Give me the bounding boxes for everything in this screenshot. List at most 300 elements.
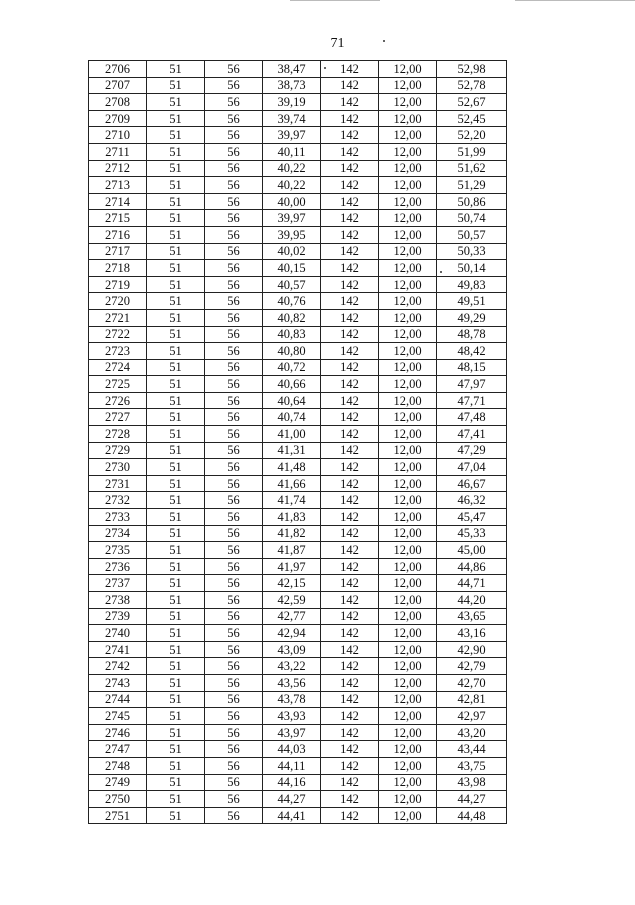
col7-cell: 45,33	[437, 525, 507, 542]
col6-cell: 12,00	[379, 708, 437, 725]
table-row	[89, 426, 507, 443]
col7-cell: 42,79	[437, 658, 507, 675]
col3-cell: 56	[205, 226, 263, 243]
col2-cell: 51	[147, 542, 205, 559]
col5-cell: 142	[321, 575, 379, 592]
id-cell: 2738	[89, 592, 147, 609]
col3-cell: 56	[205, 475, 263, 492]
id-cell: 2729	[89, 442, 147, 459]
col5-cell: 142	[321, 177, 379, 194]
col4-cell: 41,82	[263, 525, 321, 542]
col5-cell: 142	[321, 61, 379, 78]
col4-cell: 40,11	[263, 143, 321, 160]
col3-cell: 56	[205, 542, 263, 559]
col7-cell: 52,20	[437, 127, 507, 144]
col4-cell: 43,78	[263, 691, 321, 708]
table-row	[89, 260, 507, 277]
id-cell: 2728	[89, 426, 147, 443]
id-cell: 2721	[89, 309, 147, 326]
col2-cell: 51	[147, 558, 205, 575]
col6-cell: 12,00	[379, 558, 437, 575]
col5-cell: 142	[321, 376, 379, 393]
table-row	[89, 691, 507, 708]
col7-cell: 47,04	[437, 459, 507, 476]
col6-cell: 12,00	[379, 260, 437, 277]
col2-cell: 51	[147, 475, 205, 492]
table-row	[89, 309, 507, 326]
col6-cell: 12,00	[379, 525, 437, 542]
col2-cell: 51	[147, 575, 205, 592]
col7-cell: 44,86	[437, 558, 507, 575]
scan-top-edge-right	[515, 0, 635, 1]
col7-cell: 50,14	[437, 260, 507, 277]
col7-cell: 51,29	[437, 177, 507, 194]
col4-cell: 42,94	[263, 625, 321, 642]
col7-cell: 50,57	[437, 226, 507, 243]
col2-cell: 51	[147, 309, 205, 326]
col2-cell: 51	[147, 94, 205, 111]
col5-cell: 142	[321, 475, 379, 492]
id-cell: 2736	[89, 558, 147, 575]
col5-cell: 142	[321, 641, 379, 658]
col4-cell: 39,97	[263, 127, 321, 144]
table-row	[89, 592, 507, 609]
id-cell: 2716	[89, 226, 147, 243]
col5-cell: 142	[321, 708, 379, 725]
id-cell: 2737	[89, 575, 147, 592]
col5-cell: 142	[321, 509, 379, 526]
col7-cell: 51,62	[437, 160, 507, 177]
col2-cell: 51	[147, 492, 205, 509]
id-cell: 2749	[89, 774, 147, 791]
col6-cell: 12,00	[379, 143, 437, 160]
table-row	[89, 791, 507, 808]
col4-cell: 40,64	[263, 392, 321, 409]
col5-cell: 142	[321, 674, 379, 691]
col2-cell: 51	[147, 359, 205, 376]
col6-cell: 12,00	[379, 757, 437, 774]
col2-cell: 51	[147, 741, 205, 758]
col2-cell: 51	[147, 641, 205, 658]
col7-cell: 45,00	[437, 542, 507, 559]
col7-cell: 52,78	[437, 77, 507, 94]
col6-cell: 12,00	[379, 724, 437, 741]
col4-cell: 40,66	[263, 376, 321, 393]
col4-cell: 43,09	[263, 641, 321, 658]
table-row	[89, 459, 507, 476]
col6-cell: 12,00	[379, 509, 437, 526]
col6-cell: 12,00	[379, 243, 437, 260]
col4-cell: 40,72	[263, 359, 321, 376]
col6-cell: 12,00	[379, 641, 437, 658]
col6-cell: 12,00	[379, 160, 437, 177]
col4-cell: 44,11	[263, 757, 321, 774]
col7-cell: 42,97	[437, 708, 507, 725]
col5-cell: 142	[321, 724, 379, 741]
col5-cell: 142	[321, 309, 379, 326]
id-cell: 2745	[89, 708, 147, 725]
id-cell: 2735	[89, 542, 147, 559]
id-cell: 2731	[89, 475, 147, 492]
table-row	[89, 127, 507, 144]
col5-cell: 142	[321, 260, 379, 277]
table-row	[89, 276, 507, 293]
col5-cell: 142	[321, 243, 379, 260]
col3-cell: 56	[205, 143, 263, 160]
col5-cell: 142	[321, 807, 379, 824]
scan-speck	[383, 40, 385, 42]
col3-cell: 56	[205, 309, 263, 326]
col2-cell: 51	[147, 243, 205, 260]
table-row	[89, 542, 507, 559]
table-row	[89, 724, 507, 741]
id-cell: 2713	[89, 177, 147, 194]
col4-cell: 43,56	[263, 674, 321, 691]
table-row	[89, 409, 507, 426]
table-row	[89, 525, 507, 542]
data-table	[88, 60, 507, 824]
col7-cell: 50,33	[437, 243, 507, 260]
col7-cell: 49,29	[437, 309, 507, 326]
col3-cell: 56	[205, 658, 263, 675]
col2-cell: 51	[147, 459, 205, 476]
col3-cell: 56	[205, 293, 263, 310]
id-cell: 2739	[89, 608, 147, 625]
col4-cell: 41,66	[263, 475, 321, 492]
col5-cell: 142	[321, 210, 379, 227]
col6-cell: 12,00	[379, 459, 437, 476]
col7-cell: 45,47	[437, 509, 507, 526]
col3-cell: 56	[205, 641, 263, 658]
col6-cell: 12,00	[379, 226, 437, 243]
id-cell: 2719	[89, 276, 147, 293]
col6-cell: 12,00	[379, 774, 437, 791]
col4-cell: 41,74	[263, 492, 321, 509]
col4-cell: 43,22	[263, 658, 321, 675]
col4-cell: 44,03	[263, 741, 321, 758]
col7-cell: 46,32	[437, 492, 507, 509]
col2-cell: 51	[147, 210, 205, 227]
col4-cell: 39,97	[263, 210, 321, 227]
col3-cell: 56	[205, 525, 263, 542]
col5-cell: 142	[321, 426, 379, 443]
col3-cell: 56	[205, 61, 263, 78]
col2-cell: 51	[147, 77, 205, 94]
table-row	[89, 210, 507, 227]
col2-cell: 51	[147, 226, 205, 243]
col3-cell: 56	[205, 459, 263, 476]
col3-cell: 56	[205, 359, 263, 376]
col6-cell: 12,00	[379, 741, 437, 758]
col6-cell: 12,00	[379, 293, 437, 310]
table-row	[89, 807, 507, 824]
col7-cell: 48,15	[437, 359, 507, 376]
col5-cell: 142	[321, 127, 379, 144]
id-cell: 2714	[89, 193, 147, 210]
col6-cell: 12,00	[379, 492, 437, 509]
id-cell: 2712	[89, 160, 147, 177]
col2-cell: 51	[147, 442, 205, 459]
col5-cell: 142	[321, 193, 379, 210]
col5-cell: 142	[321, 492, 379, 509]
col3-cell: 56	[205, 608, 263, 625]
col4-cell: 39,95	[263, 226, 321, 243]
col6-cell: 12,00	[379, 309, 437, 326]
col2-cell: 51	[147, 774, 205, 791]
table-row	[89, 94, 507, 111]
id-cell: 2751	[89, 807, 147, 824]
col6-cell: 12,00	[379, 77, 437, 94]
col7-cell: 47,41	[437, 426, 507, 443]
col5-cell: 142	[321, 226, 379, 243]
col7-cell: 51,99	[437, 143, 507, 160]
col2-cell: 51	[147, 177, 205, 194]
table-row	[89, 509, 507, 526]
col5-cell: 142	[321, 409, 379, 426]
col5-cell: 142	[321, 110, 379, 127]
col6-cell: 12,00	[379, 376, 437, 393]
col6-cell: 12,00	[379, 177, 437, 194]
col3-cell: 56	[205, 442, 263, 459]
scan-top-edge-left	[290, 0, 380, 1]
col5-cell: 142	[321, 77, 379, 94]
col3-cell: 56	[205, 558, 263, 575]
id-cell: 2723	[89, 343, 147, 360]
col6-cell: 12,00	[379, 127, 437, 144]
col6-cell: 12,00	[379, 608, 437, 625]
col3-cell: 56	[205, 807, 263, 824]
col4-cell: 41,00	[263, 426, 321, 443]
id-cell: 2743	[89, 674, 147, 691]
col5-cell: 142	[321, 293, 379, 310]
col2-cell: 51	[147, 509, 205, 526]
col4-cell: 41,48	[263, 459, 321, 476]
table-row	[89, 475, 507, 492]
col2-cell: 51	[147, 392, 205, 409]
table-row	[89, 575, 507, 592]
col7-cell: 43,16	[437, 625, 507, 642]
col7-cell: 47,48	[437, 409, 507, 426]
col4-cell: 40,57	[263, 276, 321, 293]
col2-cell: 51	[147, 160, 205, 177]
col6-cell: 12,00	[379, 326, 437, 343]
id-cell: 2709	[89, 110, 147, 127]
col4-cell: 44,27	[263, 791, 321, 808]
col7-cell: 43,65	[437, 608, 507, 625]
col2-cell: 51	[147, 791, 205, 808]
col3-cell: 56	[205, 160, 263, 177]
col6-cell: 12,00	[379, 807, 437, 824]
col4-cell: 38,73	[263, 77, 321, 94]
id-cell: 2744	[89, 691, 147, 708]
id-cell: 2733	[89, 509, 147, 526]
col2-cell: 51	[147, 592, 205, 609]
table-row	[89, 392, 507, 409]
col7-cell: 52,98	[437, 61, 507, 78]
col3-cell: 56	[205, 509, 263, 526]
table-row	[89, 741, 507, 758]
col4-cell: 41,83	[263, 509, 321, 526]
id-cell: 2724	[89, 359, 147, 376]
col5-cell: 142	[321, 691, 379, 708]
col2-cell: 51	[147, 691, 205, 708]
table-row	[89, 492, 507, 509]
col3-cell: 56	[205, 492, 263, 509]
table-row	[89, 193, 507, 210]
id-cell: 2727	[89, 409, 147, 426]
col4-cell: 40,22	[263, 160, 321, 177]
col6-cell: 12,00	[379, 691, 437, 708]
col6-cell: 12,00	[379, 409, 437, 426]
col3-cell: 56	[205, 243, 263, 260]
id-cell: 2726	[89, 392, 147, 409]
col3-cell: 56	[205, 376, 263, 393]
col2-cell: 51	[147, 708, 205, 725]
col3-cell: 56	[205, 210, 263, 227]
col7-cell: 42,70	[437, 674, 507, 691]
id-cell: 2725	[89, 376, 147, 393]
table-row	[89, 608, 507, 625]
col7-cell: 43,20	[437, 724, 507, 741]
id-cell: 2720	[89, 293, 147, 310]
id-cell: 2740	[89, 625, 147, 642]
table-row	[89, 293, 507, 310]
col7-cell: 44,27	[437, 791, 507, 808]
col4-cell: 44,16	[263, 774, 321, 791]
col7-cell: 44,48	[437, 807, 507, 824]
id-cell: 2750	[89, 791, 147, 808]
id-cell: 2710	[89, 127, 147, 144]
col4-cell: 39,19	[263, 94, 321, 111]
col3-cell: 56	[205, 774, 263, 791]
col2-cell: 51	[147, 143, 205, 160]
col4-cell: 42,77	[263, 608, 321, 625]
col4-cell: 39,74	[263, 110, 321, 127]
col7-cell: 50,74	[437, 210, 507, 227]
col7-cell: 42,90	[437, 641, 507, 658]
col6-cell: 12,00	[379, 658, 437, 675]
col2-cell: 51	[147, 658, 205, 675]
col3-cell: 56	[205, 741, 263, 758]
col3-cell: 56	[205, 94, 263, 111]
col6-cell: 12,00	[379, 359, 437, 376]
col5-cell: 142	[321, 343, 379, 360]
id-cell: 2747	[89, 741, 147, 758]
col6-cell: 12,00	[379, 193, 437, 210]
col6-cell: 12,00	[379, 392, 437, 409]
col5-cell: 142	[321, 94, 379, 111]
col3-cell: 56	[205, 724, 263, 741]
col7-cell: 43,98	[437, 774, 507, 791]
col2-cell: 51	[147, 293, 205, 310]
col7-cell: 44,20	[437, 592, 507, 609]
table-row	[89, 177, 507, 194]
id-cell: 2741	[89, 641, 147, 658]
col6-cell: 12,00	[379, 542, 437, 559]
col5-cell: 142	[321, 276, 379, 293]
col3-cell: 56	[205, 110, 263, 127]
col6-cell: 12,00	[379, 475, 437, 492]
id-cell: 2715	[89, 210, 147, 227]
id-cell: 2748	[89, 757, 147, 774]
col3-cell: 56	[205, 276, 263, 293]
table-row	[89, 757, 507, 774]
col2-cell: 51	[147, 674, 205, 691]
table-row	[89, 359, 507, 376]
col6-cell: 12,00	[379, 791, 437, 808]
col7-cell: 52,45	[437, 110, 507, 127]
table-row	[89, 160, 507, 177]
col2-cell: 51	[147, 376, 205, 393]
col3-cell: 56	[205, 791, 263, 808]
col2-cell: 51	[147, 807, 205, 824]
col5-cell: 142	[321, 741, 379, 758]
col6-cell: 12,00	[379, 94, 437, 111]
id-cell: 2717	[89, 243, 147, 260]
id-cell: 2718	[89, 260, 147, 277]
col3-cell: 56	[205, 77, 263, 94]
col5-cell: 142	[321, 791, 379, 808]
col6-cell: 12,00	[379, 343, 437, 360]
col7-cell: 50,86	[437, 193, 507, 210]
table-row	[89, 442, 507, 459]
col5-cell: 142	[321, 459, 379, 476]
col7-cell: 47,97	[437, 376, 507, 393]
col4-cell: 41,97	[263, 558, 321, 575]
id-cell: 2734	[89, 525, 147, 542]
table-row	[89, 326, 507, 343]
id-cell: 2732	[89, 492, 147, 509]
col3-cell: 56	[205, 127, 263, 144]
col7-cell: 52,67	[437, 94, 507, 111]
col2-cell: 51	[147, 409, 205, 426]
col4-cell: 42,59	[263, 592, 321, 609]
col2-cell: 51	[147, 193, 205, 210]
col3-cell: 56	[205, 625, 263, 642]
col7-cell: 46,67	[437, 475, 507, 492]
table-row	[89, 143, 507, 160]
col4-cell: 41,87	[263, 542, 321, 559]
col4-cell: 41,31	[263, 442, 321, 459]
col3-cell: 56	[205, 392, 263, 409]
col6-cell: 12,00	[379, 210, 437, 227]
id-cell: 2746	[89, 724, 147, 741]
col4-cell: 43,97	[263, 724, 321, 741]
col3-cell: 56	[205, 193, 263, 210]
col7-cell: 44,71	[437, 575, 507, 592]
col7-cell: 43,75	[437, 757, 507, 774]
col4-cell: 40,80	[263, 343, 321, 360]
col7-cell: 43,44	[437, 741, 507, 758]
col2-cell: 51	[147, 343, 205, 360]
col4-cell: 38,47	[263, 61, 321, 78]
col5-cell: 142	[321, 359, 379, 376]
id-cell: 2711	[89, 143, 147, 160]
col6-cell: 12,00	[379, 276, 437, 293]
col5-cell: 142	[321, 625, 379, 642]
col4-cell: 40,02	[263, 243, 321, 260]
col3-cell: 56	[205, 409, 263, 426]
col4-cell: 42,15	[263, 575, 321, 592]
col3-cell: 56	[205, 343, 263, 360]
page-number: 71	[330, 36, 345, 51]
col4-cell: 40,15	[263, 260, 321, 277]
col7-cell: 47,71	[437, 392, 507, 409]
col6-cell: 12,00	[379, 625, 437, 642]
col5-cell: 142	[321, 542, 379, 559]
col6-cell: 12,00	[379, 110, 437, 127]
table-row	[89, 77, 507, 94]
